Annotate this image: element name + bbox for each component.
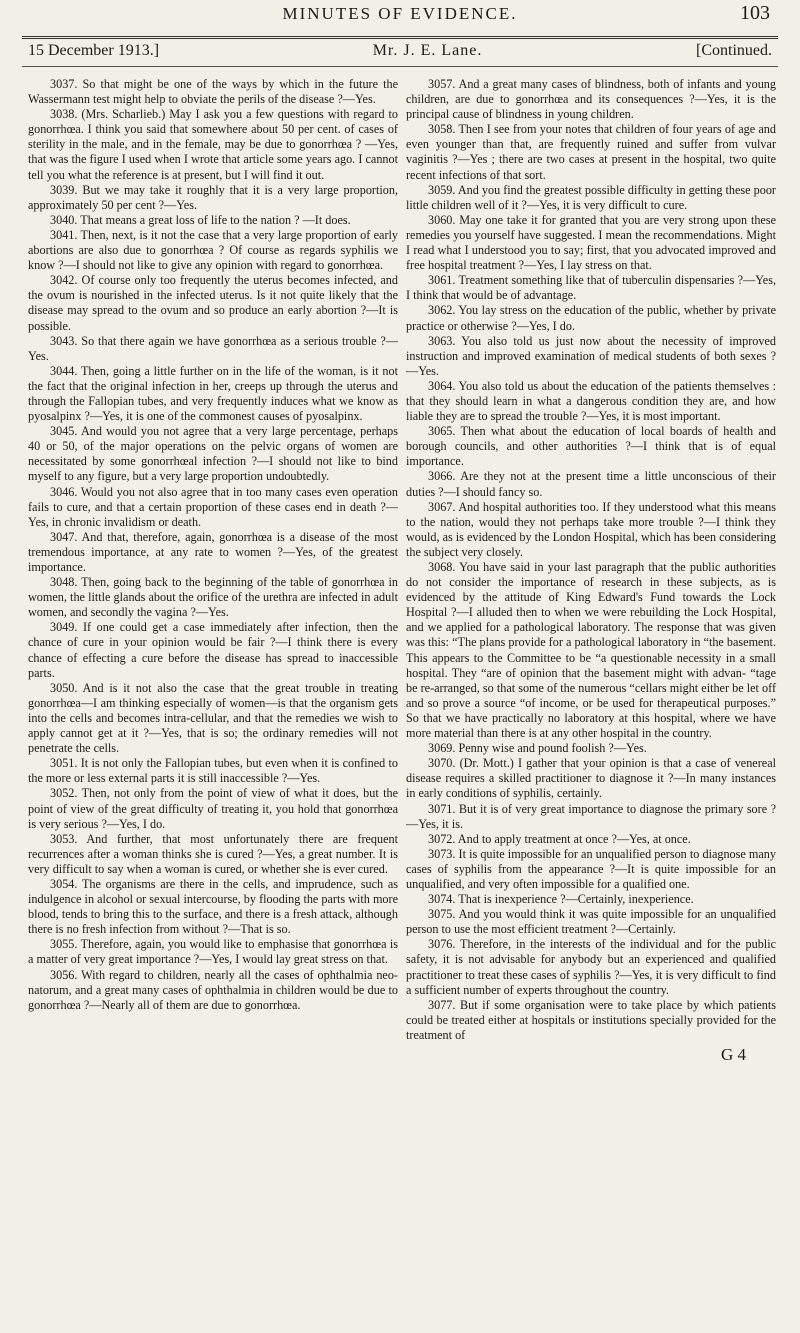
- evidence-paragraph: 3063. You also told us just now about the necessity of improved instruction and improved examination of medical students of both sexes ?—Yes.: [406, 333, 776, 378]
- evidence-paragraph: 3043. So that there again we have gonorrhœa as a serious trouble ?—Yes.: [28, 333, 398, 363]
- evidence-paragraph: 3062. You lay stress on the education of the public, whether by private practice or otherwise ?—Yes, I do.: [406, 303, 776, 333]
- evidence-paragraph: 3073. It is quite impossible for an unqualified person to diagnose many cases of syphilis from the appearance ?—It is quite impossible for an unqualified, and very often impossible for a qualified one.: [406, 846, 776, 891]
- page-number: 103: [740, 2, 770, 24]
- evidence-paragraph: 3071. But it is of very great importance to diagnose the primary sore ?—Yes, it is.: [406, 801, 776, 831]
- date-label: 15 December 1913.]: [28, 42, 160, 59]
- evidence-paragraph: 3048. Then, going back to the beginning of the table of gonorrhœa in women, the little glands about the orifice of the urethra are infected in adult women, and secondly the vagina ?—Yes.: [28, 575, 398, 620]
- evidence-paragraph: 3076. Therefore, in the interests of the individual and for the public safety, it is not advisable for anybody but an experienced and qualified practitioner to treat these cases of syphilis ?—Yes, it is very difficult to find a sufficient number of experts throughout the country.: [406, 937, 776, 997]
- evidence-paragraph: 3069. Penny wise and pound foolish ?—Yes.: [428, 741, 647, 756]
- evidence-paragraph: 3074. That is inexperience ?—Certainly, inexperience.: [428, 892, 694, 907]
- evidence-paragraph: 3051. It is not only the Fallopian tubes, but even when it is confined to the more or less external parts it is still inaccessible ?—Yes.: [28, 756, 398, 786]
- evidence-paragraph: 3052. Then, not only from the point of view of what it does, but the point of view of the great difficulty of treating it, you hold that gonorrhœa is very serious ?—Yes, I do.: [28, 786, 398, 831]
- text-columns: [14, 67, 786, 1043]
- left-column: [28, 77, 398, 1043]
- evidence-paragraph: 3038. (Mrs. Scharlieb.) May I ask you a few questions with regard to gonorrhœa. I think you said that somewhere about 50 per cent. of cases of sterility in the male, and in the female, may be due to gonorrhœa ? —Yes, that was the figure I used when I wrote that article some years ago. I cannot tell you what the reference is at present, but I will find it out.: [28, 107, 398, 182]
- evidence-paragraph: 3066. Are they not at the present time a little unconscious of their duties ?—I should fancy so.: [406, 469, 776, 499]
- evidence-paragraph: 3041. Then, next, is it not the case that a very large proportion of early abortions are also due to gonorrhœa ? Of course as regards syphilis we know ?—I should not like to give any opinion with regard to gonorrhœa.: [28, 227, 398, 273]
- evidence-paragraph: 3058. Then I see from your notes that children of four years of age and even younger than that, are frequently ruined and suffer from vulvar vaginitis ?—Yes ; there are two cases at present in the hospital, two quite recent infections of that sort.: [406, 122, 776, 182]
- evidence-paragraph: 3055. Therefore, again, you would like to emphasise that gonorrhœa is a matter of very great importance ?—Yes, I would lay great stress on that.: [28, 937, 398, 967]
- evidence-paragraph: 3037. So that might be one of the ways by which in the future the Wassermann test might help to obviate the perils of the disease ?—Yes.: [28, 77, 398, 107]
- evidence-paragraph: 3039. But we may take it roughly that it is a very large proportion, approximately 50 per cent ?—Yes.: [28, 182, 398, 212]
- evidence-paragraph: 3050. And is it not also the case that the great trouble in treating gonorrhœa—I am thinking especially of women—is that the organism gets into the cells and becomes intra-cellular, and that the remedies we wish to apply cannot get at it ?—Yes, that is so; the ordinary remedies will not penetrate the cells.: [28, 680, 398, 756]
- evidence-paragraph: 3044. Then, going a little further on in the life of the woman, is it not the fact that the original infection in her, creeps up through the uterus and through the Fallopian tubes, and very frequently induces what we know as pyosalpinx ?—Yes, it is one of the commonest causes of pyosalpinx.: [28, 363, 398, 424]
- evidence-paragraph: 3064. You also told us about the education of the patients themselves : that they should learn in what a dangerous condition they are, and how liable they are to spread the trouble ?—Yes, it is most important.: [406, 378, 776, 424]
- evidence-paragraph: 3059. And you find the greatest possible difficulty in getting these poor little children well of it ?—Yes, it is very difficult to cure.: [406, 182, 776, 212]
- evidence-paragraph: 3065. Then what about the education of local boards of health and borough councils, and other authorities ?—I think that is of equal importance.: [406, 424, 776, 469]
- evidence-paragraph: 3049. If one could get a case immediately after infection, then the chance of cure in your opinion would be fair ?—I think there is every chance of effecting a cure before the disease has spread to inaccessible parts.: [28, 620, 398, 680]
- evidence-paragraph: 3045. And would you not agree that a very large percentage, perhaps 40 or 50, of the major operations on the pelvic organs of women are necessitated by some gonorrhœal infection ?—I should not like to bind myself to any figure, but a very large proportion undoubtedly.: [28, 424, 398, 484]
- signature-mark: G 4: [720, 1045, 746, 1064]
- evidence-paragraph: 3053. And further, that most unfortunately there are frequent recurrences after a woman thinks she is cured ?—Yes, a great number. It is very difficult to say when a woman is cured, or whether she is ever cured.: [28, 831, 398, 876]
- evidence-paragraph: 3061. Treatment something like that of tuberculin dispensaries ?—Yes, I think that would be of advantage.: [406, 273, 776, 303]
- evidence-paragraph: 3056. With regard to children, nearly all the cases of ophthalmia neo-natorum, and a great many cases of ophthalmia in children would be due to gonorrhœa ?—Nearly all of them are due to gonorrhœa.: [28, 967, 398, 1012]
- evidence-paragraph: 3067. And hospital authorities too. If they understood what this means to the nation, would they not perhaps take more trouble ?—I think they would, as is evidenced by the London Hospital, which has been considering the subject very closely.: [406, 499, 776, 559]
- evidence-paragraph: 3057. And a great many cases of blindness, both of infants and young children, are due to gonorrhœa and its consequences ?—Yes, it is the principal cause of blindness in young children.: [406, 77, 776, 122]
- evidence-paragraph: 3040. That means a great loss of life to the nation ? —It does.: [50, 212, 351, 227]
- evidence-paragraph: 3047. And that, therefore, again, gonorrhœa is a disease of the most tremendous importance, at any rate to women ?—Yes, of the greatest importance.: [28, 529, 398, 574]
- right-column: [406, 77, 776, 1043]
- evidence-paragraph: 3060. May one take it for granted that you are very strong upon these remedies you yourself have suggested. I mean the recommendations. Might I read what I understood you to say; first, that you advocated improved and free hospital treatment ?—Yes, I lay stress on that.: [406, 212, 776, 273]
- witness-name: Mr. J. E. Lane.: [372, 42, 483, 59]
- evidence-paragraph: 3070. (Dr. Mott.) I gather that your opinion is that a case of venereal disease requires a skilled practitioner to diagnose it ?—In many instances in early conditions of syphilis, certainly.: [406, 756, 776, 801]
- running-title: MINUTES OF EVIDENCE.: [282, 4, 518, 23]
- evidence-paragraph: 3054. The organisms are there in the cells, and imprudence, such as indulgence in alcohol or sexual intercourse, by flooding the parts with more blood, tends to bring this to the surface, and there is a fresh attack, although there is no fresh infection from without ?—That is so.: [28, 876, 398, 937]
- continued-label: [Continued.: [696, 42, 772, 59]
- evidence-paragraph: 3072. And to apply treatment at once ?—Yes, at once.: [428, 831, 691, 846]
- evidence-paragraph: 3077. But if some organisation were to take place by which patients could be treated either at hospitals or institutions specially provided for the treatment of: [406, 997, 776, 1042]
- subheader: [14, 39, 786, 64]
- evidence-paragraph: 3075. And you would think it was quite impossible for an unqualified person to use the most efficient treatment ?—Certainly.: [406, 907, 776, 937]
- evidence-paragraph: 3046. Would you not also agree that in too many cases even operation fails to cure, and that a certain proportion of these cases end in death ?—Yes, in chronic invalidism or death.: [28, 484, 398, 529]
- evidence-paragraph: 3068. You have said in your last paragraph that the public authorities do not consider the importance of research in these subjects, as is evidenced by the attitude of King Edward's Fund towards the Lock Hospital ?—I alluded then to when we were rebuilding the Lock Hospital, and we applied for a pathological laboratory. The response that was given was this: “The plans provide for a pathological laboratory in “the basement. This appears to the Committee to be “a questionable necessity in a small hospital. They “are of opinion that the basement might with advan- “tage be re-arranged, so that some of the numerous “cellars might either be let off and so prove a source “of income, or be used for therapeutical purposes.” So that we have practically no laboratory at this hospital, where we have more material than there is at any other hospital in the country.: [406, 560, 776, 741]
- evidence-paragraph: 3042. Of course only too frequently the uterus becomes infected, and the ovum is nourished in the infected uterus. Is it not quite likely that the disease may spread to the ovum and so produce an early abortion ?—It is possible.: [28, 273, 398, 333]
